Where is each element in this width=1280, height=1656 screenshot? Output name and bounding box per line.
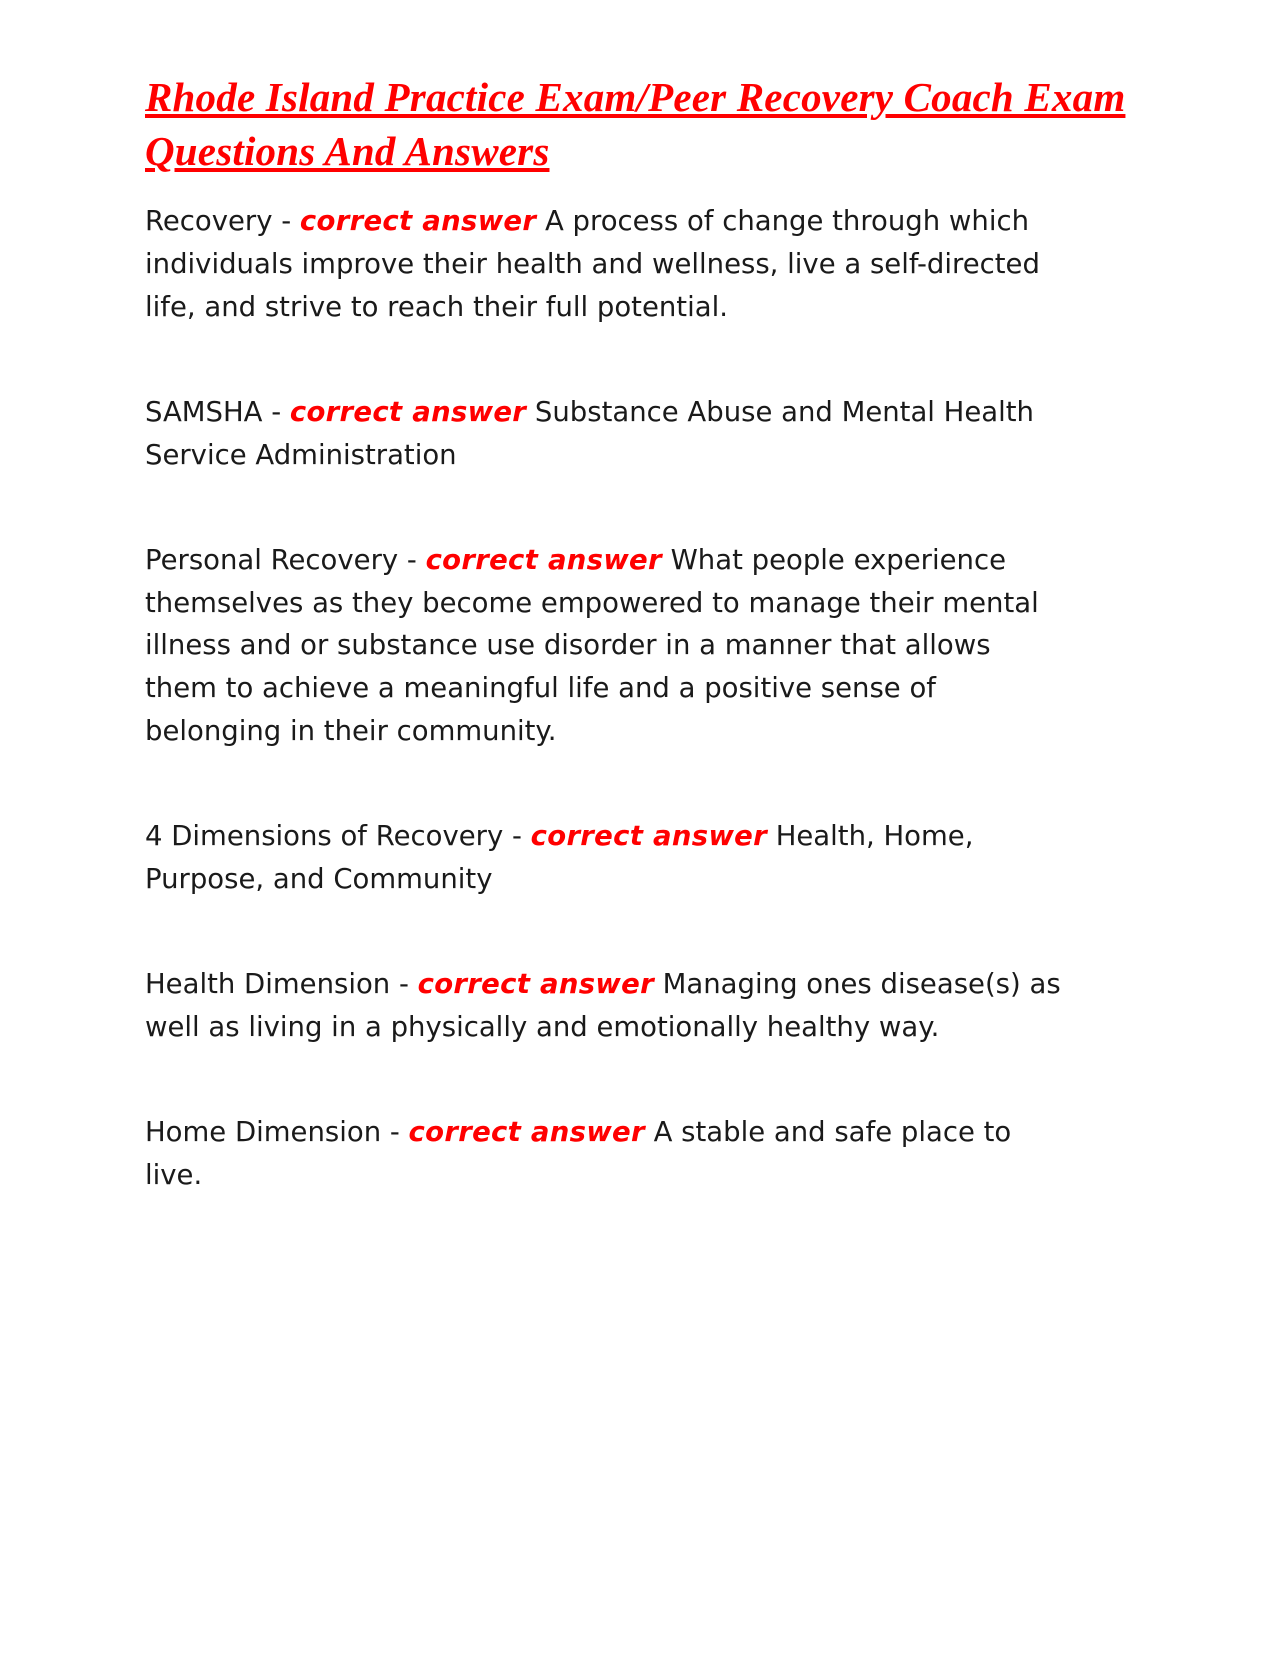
qa-entry <box>145 1111 1070 1197</box>
correct-answer-marker: correct answer <box>289 395 527 428</box>
qa-term: 4 Dimensions of Recovery - <box>145 820 531 853</box>
correct-answer-marker: correct answer <box>425 543 662 576</box>
qa-entry <box>145 963 1070 1049</box>
qa-term: Personal Recovery - <box>145 543 426 576</box>
qa-answer: Substance Abuse and Mental Health Service Administration <box>145 395 1034 471</box>
qa-term: Recovery - <box>145 205 300 238</box>
correct-answer-marker: correct answer <box>299 205 537 238</box>
qa-entry <box>145 539 1070 753</box>
qa-term: Home Dimension - <box>145 1115 409 1148</box>
qa-list <box>145 200 1135 1196</box>
correct-answer-marker: correct answer <box>530 820 767 853</box>
qa-term: SAMSHA - <box>145 395 290 428</box>
qa-entry <box>145 815 1070 901</box>
qa-answer: What people experience themselves as they become empowered to manage their mental illness and or substance use disorder in a manner that allows them to achieve a meaningful life and a positive sense of belonging in their community. <box>145 543 1039 748</box>
qa-term: Health Dimension - <box>145 967 418 1000</box>
qa-answer: Managing ones disease(s) as well as living in a physically and emotionally healthy way. <box>145 967 1061 1043</box>
qa-answer: A stable and safe place to live. <box>145 1115 1012 1191</box>
qa-answer: A process of change through which individuals improve their health and wellness, live a self-directed life, and strive to reach their full potential. <box>145 205 1040 323</box>
correct-answer-marker: correct answer <box>417 967 654 1000</box>
qa-entry <box>145 200 1070 329</box>
qa-entry <box>145 391 1070 477</box>
page-title: Rhode Island Practice Exam/Peer Recovery Coach Exam Questions And Answers <box>145 74 1126 175</box>
qa-answer: Health, Home, Purpose, and Community <box>145 820 974 896</box>
correct-answer-marker: correct answer <box>408 1115 645 1148</box>
